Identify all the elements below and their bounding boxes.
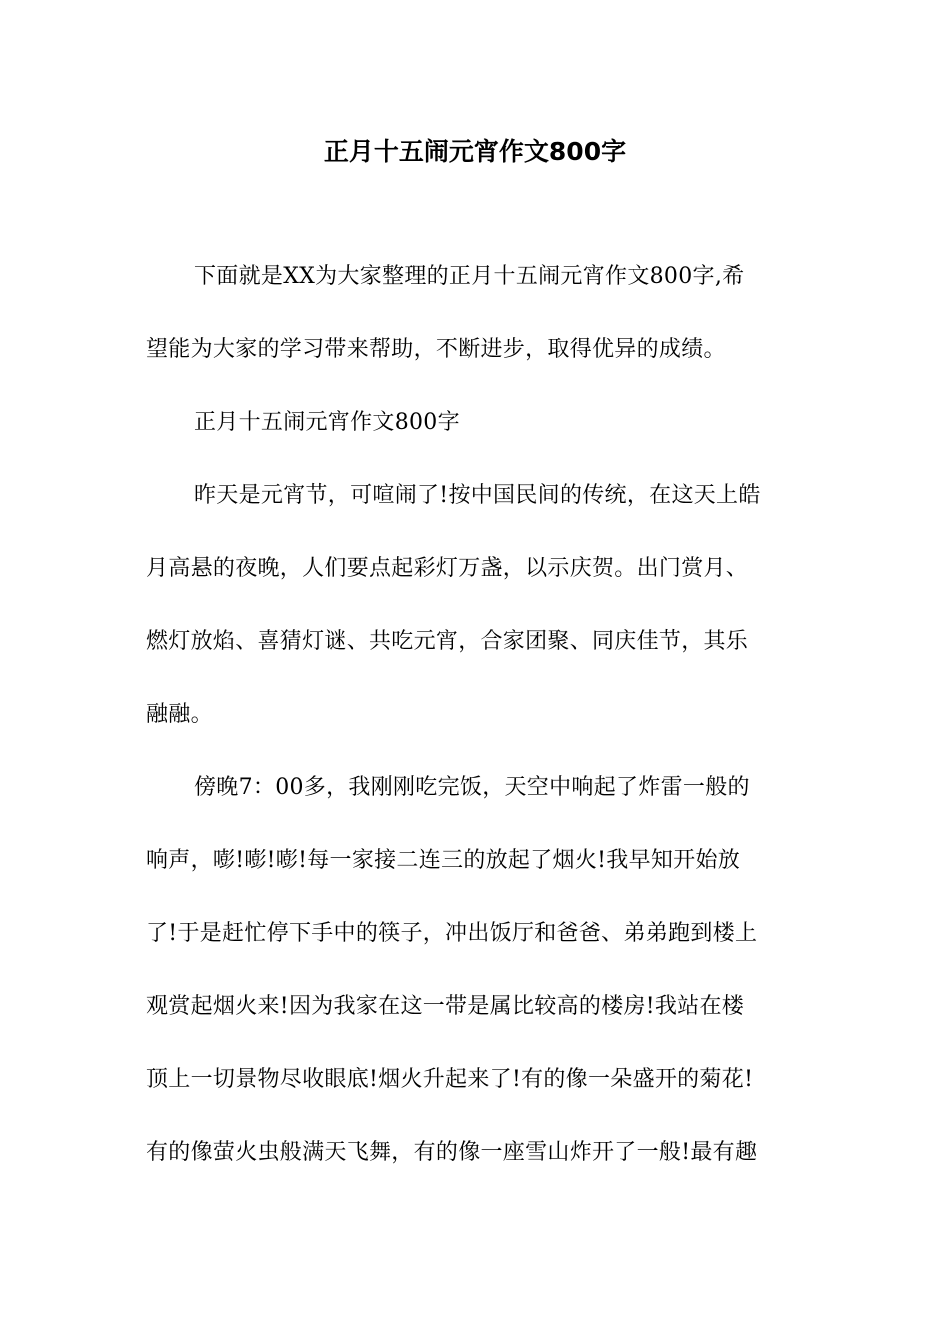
paragraph-line: 傍晚7：00多，我刚刚吃完饭，天空中响起了炸雷一般的 — [194, 775, 750, 800]
document-title: 正月十五闹元宵作文800字 — [323, 137, 627, 166]
paragraph-line: 昨天是元宵节，可喧闹了!按中国民间的传统，在这天上皓 — [194, 483, 761, 508]
paragraph-line: 响声，嘭!嘭!嘭!每一家接二连三的放起了烟火!我早知开始放 — [146, 848, 741, 873]
paragraph-line: 望能为大家的学习带来帮助，不断进步，取得优异的成绩。 — [146, 337, 726, 362]
paragraph-line: 正月十五闹元宵作文800字 — [194, 410, 460, 435]
paragraph-line: 了!于是赶忙停下手中的筷子，冲出饭厅和爸爸、弟弟跑到楼上 — [146, 921, 758, 946]
paragraph-line: 顶上一切景物尽收眼底!烟火升起来了!有的像一朵盛开的菊花! — [146, 1067, 754, 1092]
document-body — [146, 256, 808, 1205]
paragraph-line: 下面就是XX为大家整理的正月十五闹元宵作文800字,希 — [194, 264, 745, 289]
paragraph-line: 融融。 — [146, 702, 213, 727]
paragraph-line: 有的像萤火虫般满天飞舞，有的像一座雪山炸开了一般!最有趣 — [146, 1140, 758, 1165]
paragraph-line: 观赏起烟火来!因为我家在这一带是属比较高的楼房!我站在楼 — [146, 994, 745, 1019]
paragraph-line: 燃灯放焰、喜猜灯谜、共吃元宵，合家团聚、同庆佳节，其乐 — [146, 629, 749, 654]
paragraph-line: 月高悬的夜晚，人们要点起彩灯万盏，以示庆贺。出门赏月、 — [146, 556, 749, 581]
